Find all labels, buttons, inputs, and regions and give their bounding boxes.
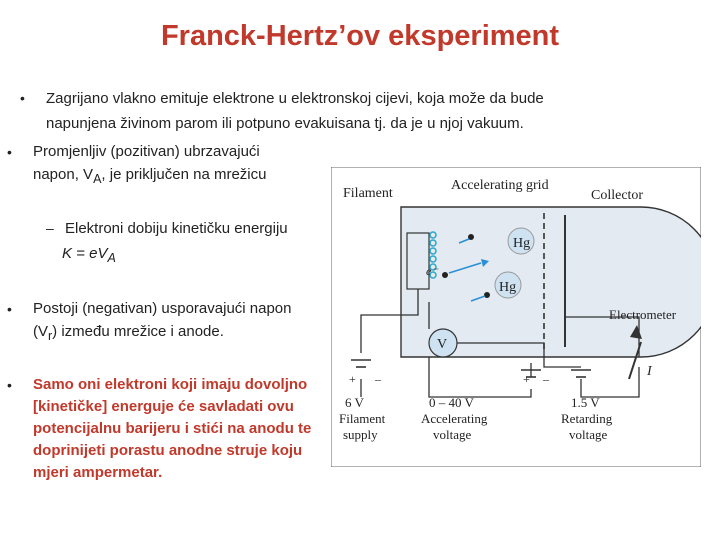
bullet-text-2: Promjenljiv (pozitivan) ubrzavajući bbox=[33, 143, 260, 160]
supply-label: supply bbox=[343, 427, 378, 442]
bullet-marker: • bbox=[7, 301, 12, 317]
bullet-marker: • bbox=[20, 90, 25, 106]
formula: $K = eV_A$ bbox=[62, 245, 116, 265]
label-minus: – bbox=[543, 372, 549, 386]
label-plus: + bbox=[349, 372, 356, 386]
bullet-text-1b: napunjena živinom parom ili potpuno evakuisana tj. da je u njoj vakuum. bbox=[46, 115, 524, 132]
bullet-marker: • bbox=[7, 377, 12, 393]
label-collector: Collector bbox=[591, 188, 644, 203]
label-current: I bbox=[647, 364, 652, 379]
label-voltmeter: V bbox=[437, 337, 448, 352]
label-plus: + bbox=[523, 372, 530, 386]
slide-title: Franck-Hertz’ov eksperiment bbox=[160, 20, 560, 52]
supply-label: Accelerating bbox=[421, 411, 488, 426]
bullet-text-3: Postoji (negativan) usporavajući napon bbox=[33, 300, 292, 317]
subbullet-text: Elektroni dobiju kinetičku energiju bbox=[65, 220, 288, 237]
bullet-text-1: Zagrijano vlakno emituje elektrone u elektronskoj cijevi, koja može da bude bbox=[46, 90, 544, 107]
supply-label: voltage bbox=[569, 427, 608, 442]
franck-hertz-diagram bbox=[331, 167, 701, 467]
label-hg-2: Hg bbox=[499, 280, 517, 295]
label-hg-1: Hg bbox=[513, 236, 531, 251]
supply-value: 6 V bbox=[345, 395, 364, 410]
label-grid: Accelerating grid bbox=[451, 178, 549, 193]
supply-label: Filament bbox=[339, 411, 386, 426]
label-electron: e⁻ bbox=[426, 264, 438, 278]
supply-label: voltage bbox=[433, 427, 472, 442]
supply-value: 1.5 V bbox=[571, 395, 600, 410]
label-minus: – bbox=[375, 372, 381, 386]
label-filament: Filament bbox=[343, 186, 393, 201]
supply-value: 0 – 40 V bbox=[429, 395, 474, 410]
subbullet-marker: – bbox=[46, 220, 54, 236]
bullet-marker: • bbox=[7, 144, 12, 160]
bullet-text-3b: $(V_r)$ između mrežice i anode. bbox=[33, 323, 224, 343]
bullet-text-4: Samo oni elektroni koji imaju dovoljno [kinetičke] energuje će savladati ovu potencijalnu barijeru i stići na anodu te doprinijeti porastu anodne struje koju mjeri ampermetar. bbox=[33, 376, 312, 481]
bullet-text-2b: napon, $V_A$, je priključen na mrežicu bbox=[33, 166, 267, 186]
supply-label: Retarding bbox=[561, 411, 613, 426]
label-electrometer: Electrometer bbox=[609, 307, 677, 322]
